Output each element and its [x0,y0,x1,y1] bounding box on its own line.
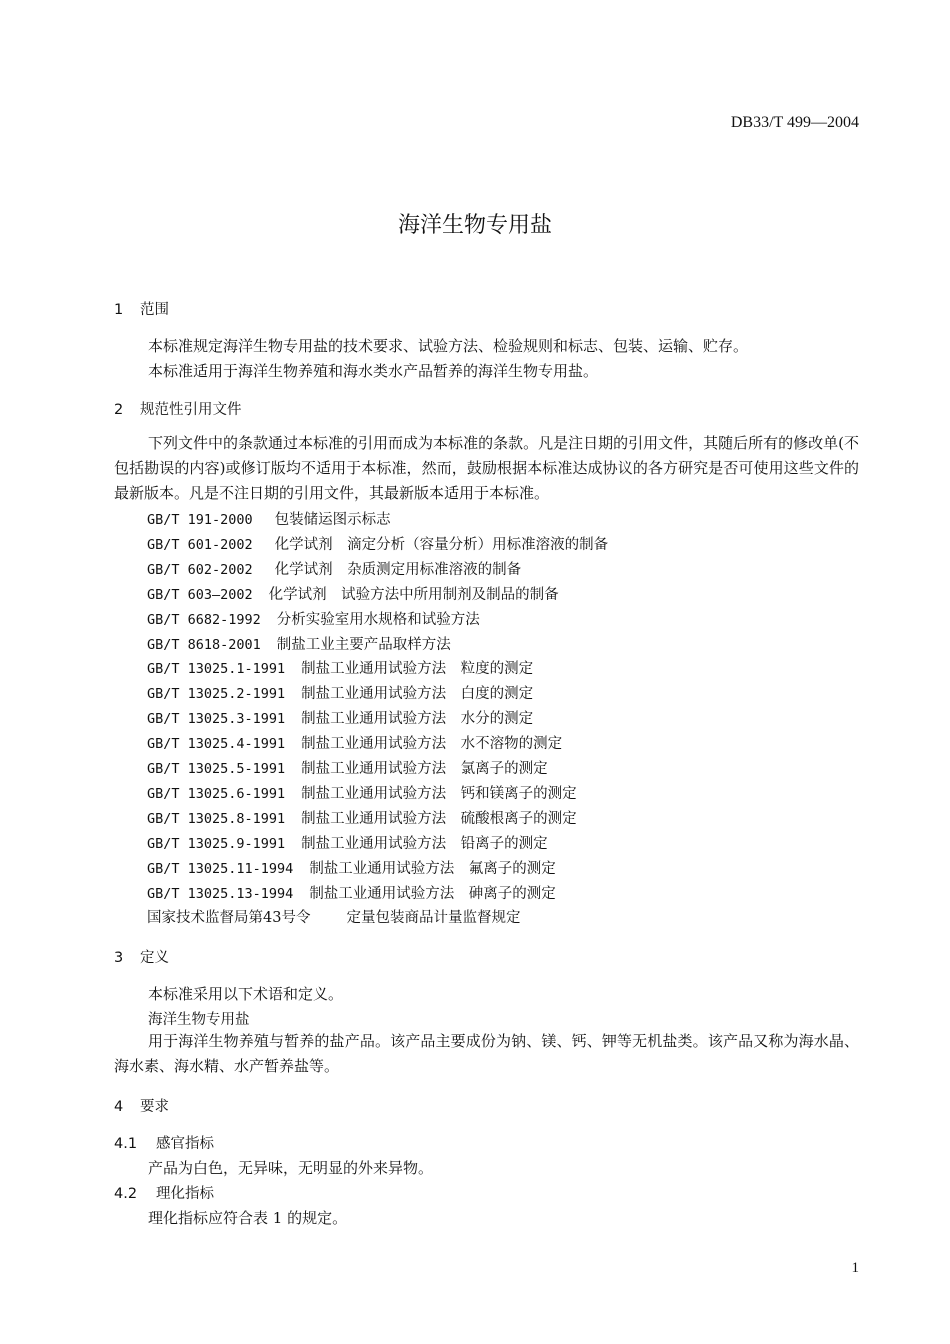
document-title: 海洋生物专用盐 [397,213,552,238]
section-number: 1 [114,302,124,318]
reference-code: GB/T 13025.5-1991 [147,761,286,777]
standard-number: DB33/T 499—2004 [730,114,859,131]
reference-code: GB/T 13025.13-1994 [147,886,294,902]
section-3-heading [114,946,169,967]
reference-item [147,707,533,728]
reference-code: GB/T 13025.2-1991 [147,686,286,702]
reference-title: 制盐工业通用试验方法 粒度的测定 [301,661,534,677]
reference-item [147,608,480,629]
section-1-heading [114,298,169,319]
reference-code: GB/T 13025.4-1991 [147,736,286,752]
reference-title: 制盐工业通用试验方法 氯离子的测定 [301,761,548,777]
term-definition: 用于海洋生物养殖与暂养的盐产品。该产品主要成份为钠、镁、钙、钾等无机盐类。该产品又称为海水晶、海水素、海水精、水产暂养盐等。 [114,1032,859,1075]
section-title: 定义 [140,950,169,966]
reference-code: GB/T 602-2002 [147,562,253,578]
section-number: 3 [114,950,124,966]
reference-title: 制盐工业通用试验方法 硫酸根离子的测定 [301,811,577,827]
reference-code: GB/T 601-2002 [147,537,253,553]
reference-title: 制盐工业通用试验方法 水不溶物的测定 [301,736,563,752]
reference-item [147,732,562,753]
subsection-number: 4.1 [114,1136,138,1152]
section-number: 2 [114,402,124,418]
reference-title: 化学试剂 滴定分析（容量分析）用标准溶液的制备 [274,537,609,553]
reference-item [147,906,520,927]
references-intro: 下列文件中的条款通过本标准的引用而成为本标准的条款。凡是注日期的引用文件，其随后所有的修改单(不包括勘误的内容)或修订版均不适用于本标准，然而，鼓励根据本标准达成协议的各方研究是否可使用这些文件的最新版本。凡是不注日期的引用文件，其最新版本适用于本标准。 [114,434,859,502]
reference-item [147,782,577,803]
reference-item [147,558,521,579]
subsection-title: 感官指标 [156,1136,214,1152]
section-title: 要求 [140,1099,169,1115]
reference-title: 定量包装商品计量监督规定 [346,910,521,926]
reference-title: 制盐工业通用试验方法 砷离子的测定 [309,886,556,902]
paragraph: 本标准采用以下术语和定义。 [148,985,344,1003]
paragraph: 本标准规定海洋生物专用盐的技术要求、试验方法、检验规则和标志、包装、运输、贮存。 [148,337,749,355]
section-title: 规范性引用文件 [140,402,242,418]
section-number: 4 [114,1099,124,1115]
reference-code: GB/T 8618-2001 [147,637,261,653]
reference-code: GB/T 13025.3-1991 [147,711,286,727]
subsection-4-2-heading [114,1182,214,1203]
reference-item [147,583,559,604]
reference-code: GB/T 13025.9-1991 [147,836,286,852]
reference-code: GB/T 13025.1-1991 [147,661,286,677]
reference-item [147,533,608,554]
paragraph: 产品为白色，无异味，无明显的外来异物。 [148,1159,434,1177]
subsection-4-1-heading [114,1132,214,1153]
reference-item [147,633,451,654]
section-2-heading [114,398,242,419]
reference-title: 化学试剂 杂质测定用标准溶液的制备 [274,562,522,578]
reference-title: 制盐工业通用试验方法 钙和镁离子的测定 [301,786,577,802]
reference-item [147,807,577,828]
paragraph: 本标准适用于海洋生物养殖和海水类水产品暂养的海洋生物专用盐。 [148,362,599,380]
reference-code: GB/T 6682-1992 [147,612,261,628]
section-title: 范围 [140,302,169,318]
reference-title: 制盐工业通用试验方法 铅离子的测定 [301,836,548,852]
reference-title: 包装储运图示标志 [274,512,391,528]
reference-title: 分析实验室用水规格和试验方法 [276,612,480,628]
reference-item [147,832,548,853]
reference-item [147,682,533,703]
reference-title: 制盐工业通用试验方法 白度的测定 [301,686,534,702]
reference-item [147,508,391,529]
reference-code: 国家技术监督局第43号令 [147,910,311,926]
reference-item [147,882,556,903]
reference-code: GB/T 13025.6-1991 [147,786,286,802]
term-name: 海洋生物专用盐 [148,1012,250,1028]
paragraph: 理化指标应符合表 1 的规定。 [148,1209,348,1227]
reference-item [147,757,548,778]
reference-title: 制盐工业通用试验方法 氟离子的测定 [309,861,556,877]
reference-item [147,857,556,878]
reference-code: GB/T 13025.8-1991 [147,811,286,827]
reference-title: 化学试剂 试验方法中所用制剂及制品的制备 [268,587,559,603]
reference-code: GB/T 603—2002 [147,587,253,603]
section-4-heading [114,1095,169,1116]
reference-item [147,657,533,678]
reference-code: GB/T 191-2000 [147,512,253,528]
subsection-title: 理化指标 [156,1186,214,1202]
page-number: 1 [851,1260,859,1276]
subsection-number: 4.2 [114,1186,138,1202]
reference-title: 制盐工业通用试验方法 水分的测定 [301,711,534,727]
reference-code: GB/T 13025.11-1994 [147,861,294,877]
reference-title: 制盐工业主要产品取样方法 [276,637,451,653]
